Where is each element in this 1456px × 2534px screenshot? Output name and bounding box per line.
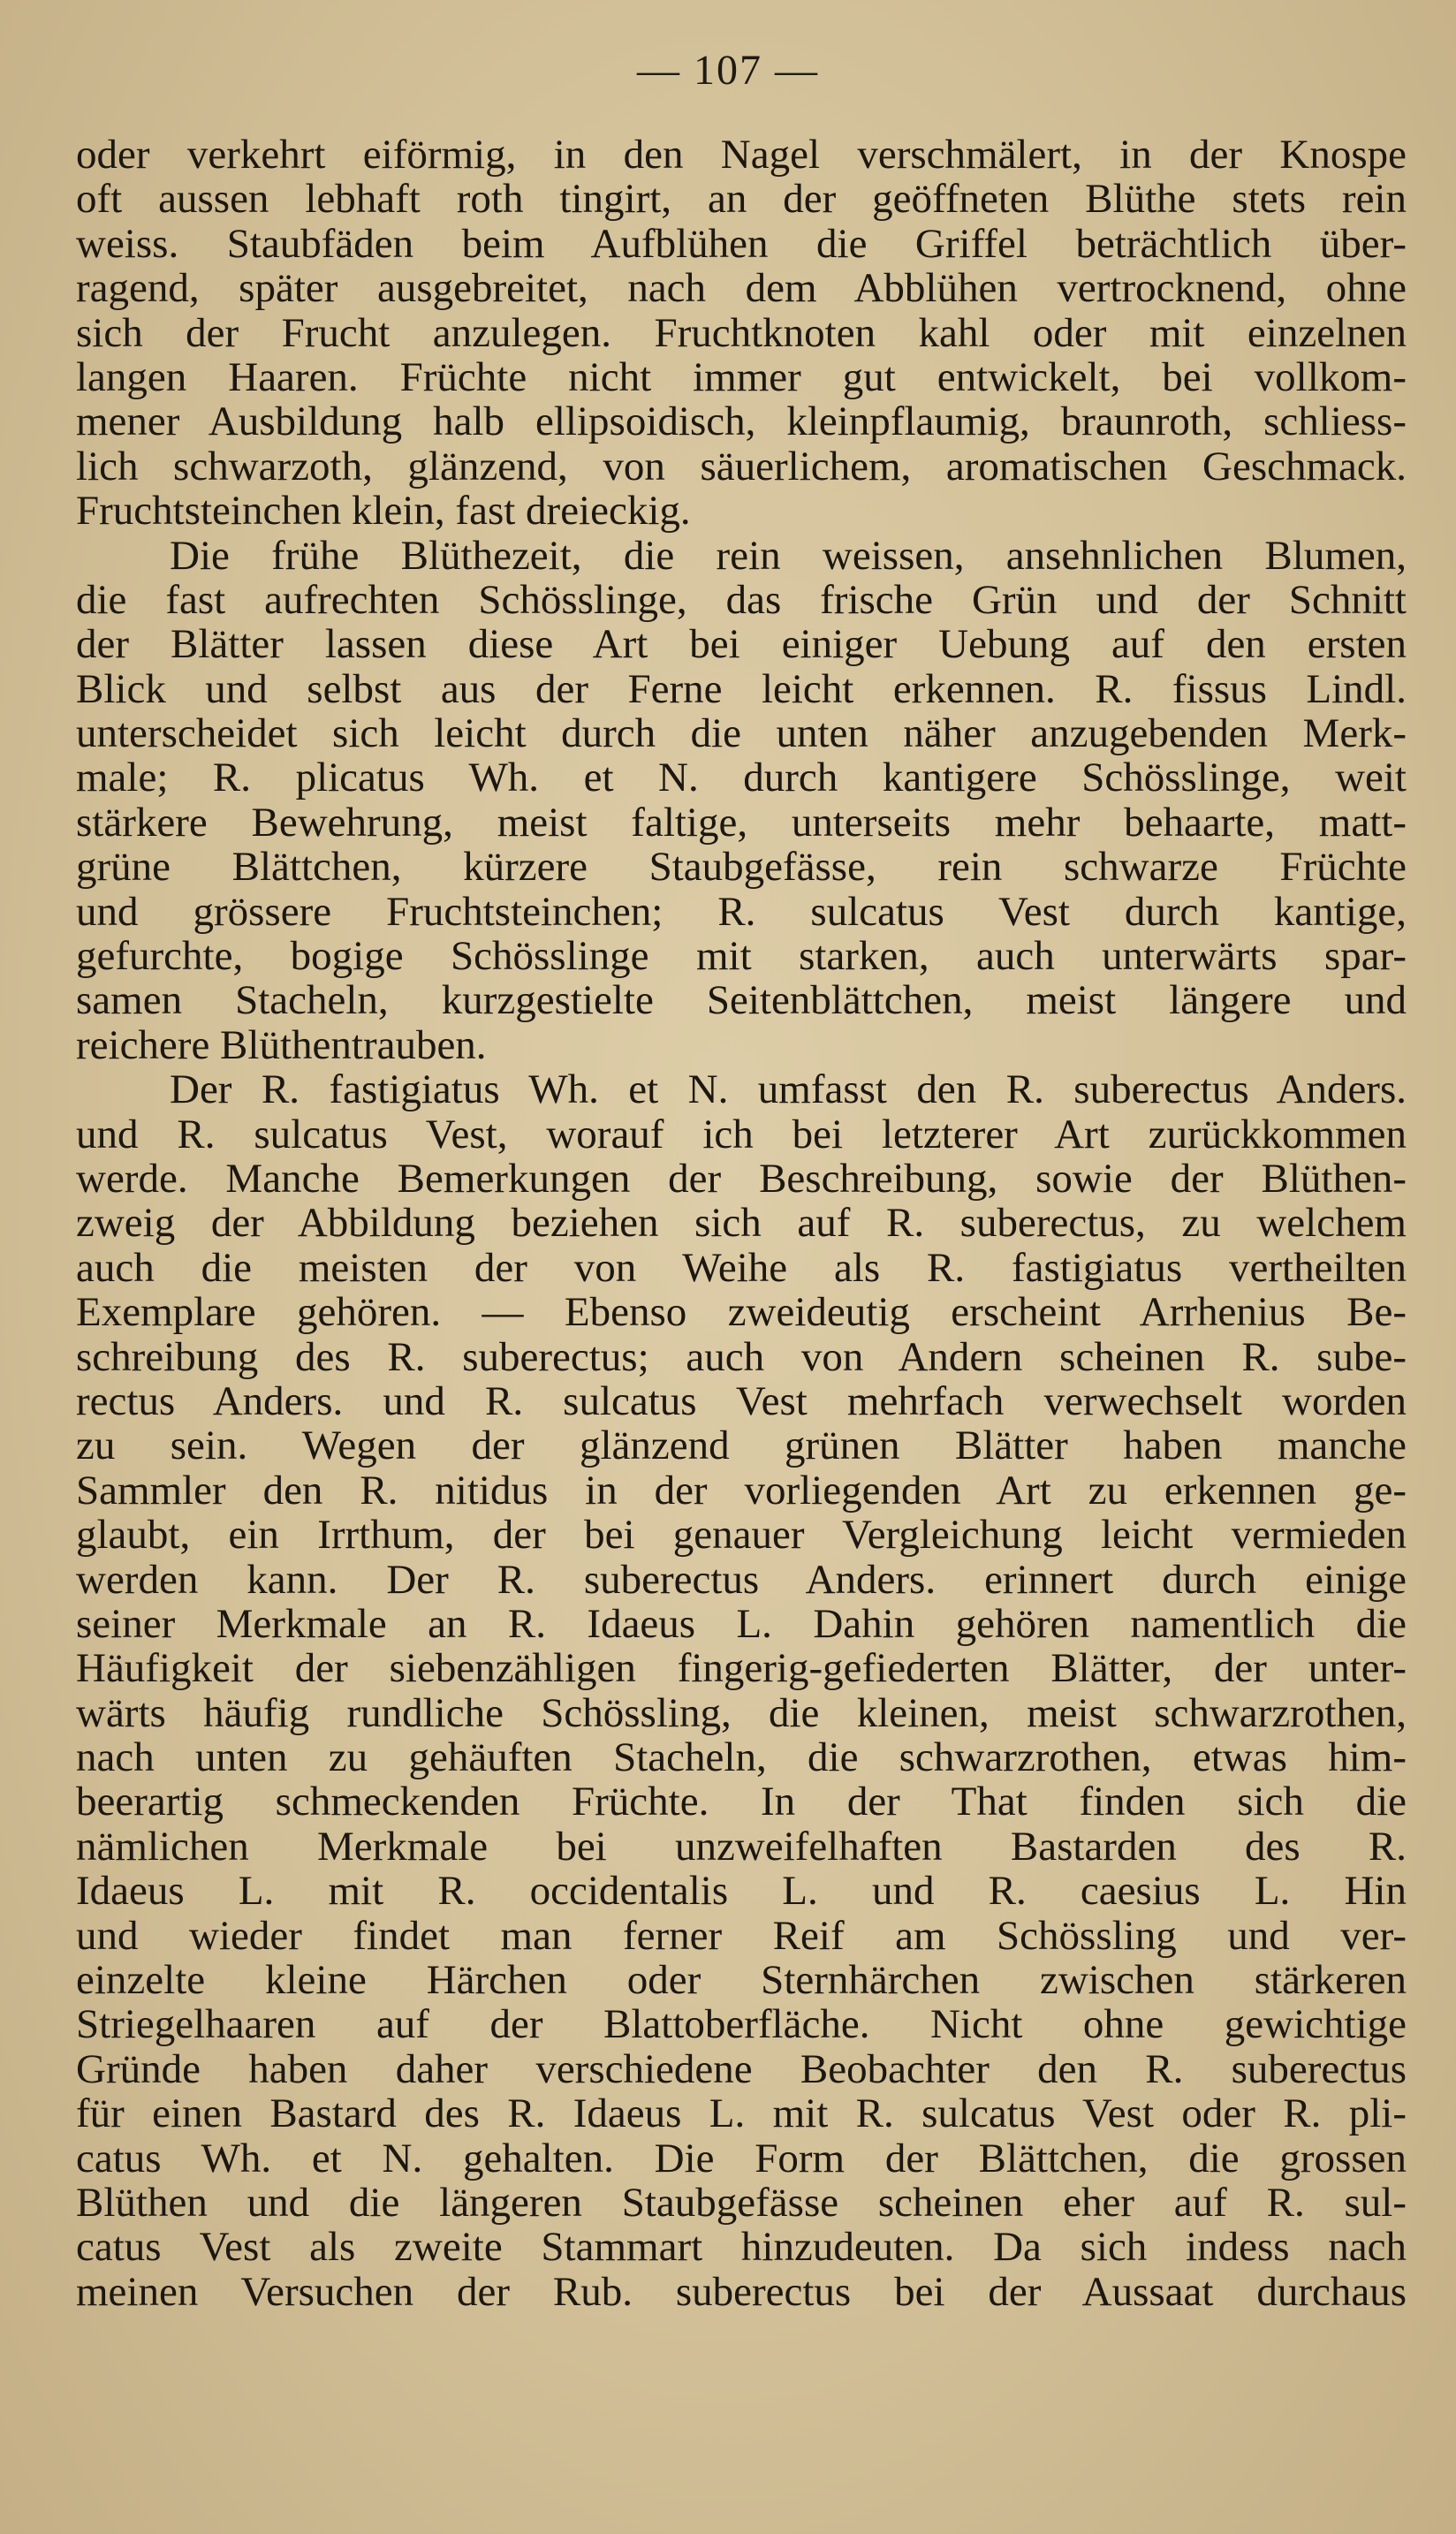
text-line: Der R. fastigiatus Wh. et N. umfasst den R. suberectus Anders. (170, 1066, 1407, 1113)
body-text (76, 133, 1407, 2314)
text-line: und R. sulcatus Vest, worauf ich bei letzterer Art zurückkommen (76, 1111, 1407, 1157)
text-line: langen Haaren. Früchte nicht immer gut entwickelt, bei vollkom- (76, 353, 1407, 400)
text-line: Exemplare gehören. — Ebenso zweideutig erscheint Arrhenius Be- (76, 1289, 1407, 1336)
text-line: unterscheidet sich leicht durch die unten näher anzugebenden Merk- (76, 710, 1407, 757)
text-line: Striegelhaaren auf der Blattoberfläche. Nicht ohne gewichtige (76, 2001, 1407, 2048)
text-line: sich der Frucht anzulegen. Fruchtknoten kahl oder mit einzelnen (76, 309, 1407, 356)
text-line: oft aussen lebhaft roth tingirt, an der geöffneten Blüthe stets rein (76, 176, 1407, 223)
text-line: glaubt, ein Irrthum, der bei genauer Vergleichung leicht vermieden (76, 1512, 1407, 1559)
text-line: Gründe haben daher verschiedene Beobachter den R. suberectus (76, 2045, 1407, 2092)
text-line: für einen Bastard des R. Idaeus L. mit R. sulcatus Vest oder R. pli- (76, 2090, 1407, 2137)
text-line: Sammler den R. nitidus in der vorliegenden Art zu erkennen ge- (76, 1467, 1407, 1514)
text-line: ragend, später ausgebreitet, nach dem Abblühen vertrocknend, ohne (76, 265, 1407, 312)
text-line: die fast aufrechten Schösslinge, das frische Grün und der Schnitt (76, 576, 1407, 623)
text-line: oder verkehrt eiförmig, in den Nagel verschmälert, in der Knospe (76, 132, 1407, 178)
text-line: schreibung des R. suberectus; auch von Andern scheinen R. sube- (76, 1333, 1407, 1380)
text-line: und grössere Fruchtsteinchen; R. sulcatus Vest durch kantige, (76, 888, 1407, 935)
text-line: grüne Blättchen, kürzere Staubgefässe, rein schwarze Früchte (76, 844, 1407, 891)
text-line: meinen Versuchen der Rub. suberectus bei der Aussaat durchaus (76, 2268, 1407, 2315)
text-line: Häufigkeit der siebenzähligen fingerig-gefiederten Blätter, der unter- (76, 1645, 1407, 1692)
text-line: stärkere Bewehrung, meist faltige, unterseits mehr behaarte, matt- (76, 799, 1407, 846)
text-line: weiss. Staubfäden beim Aufblühen die Griffel beträchtlich über- (76, 220, 1407, 267)
text-line: beerartig schmeckenden Früchte. In der That finden sich die (76, 1779, 1407, 1825)
text-line: nach unten zu gehäuften Stacheln, die schwarzrothen, etwas him- (76, 1734, 1407, 1781)
text-line: catus Vest als zweite Stammart hinzudeuten. Da sich indess nach (76, 2224, 1407, 2271)
text-line: der Blätter lassen diese Art bei einiger Uebung auf den ersten (76, 621, 1407, 668)
text-line: seiner Merkmale an R. Idaeus L. Dahin gehören namentlich die (76, 1600, 1407, 1647)
text-line: und wieder findet man ferner Reif am Schössling und ver- (76, 1912, 1407, 1959)
text-line: rectus Anders. und R. sulcatus Vest mehrfach verwechselt worden (76, 1377, 1407, 1424)
text-line: werde. Manche Bemerkungen der Beschreibung, sowie der Blüthen- (76, 1155, 1407, 1202)
text-line: male; R. plicatus Wh. et N. durch kantigere Schösslinge, weit (76, 755, 1407, 801)
text-line: reichere Blüthentrauben. (76, 1021, 487, 1068)
text-line: auch die meisten der von Weihe als R. fastigiatus vertheilten (76, 1244, 1407, 1291)
text-line: gefurchte, bogige Schösslinge mit starken, auch unterwärts spar- (76, 933, 1407, 980)
text-line: lich schwarzoth, glänzend, von säuerlichem, aromatischen Geschmack. (76, 443, 1407, 489)
text-line: Blüthen und die längeren Staubgefässe scheinen eher auf R. sul- (76, 2179, 1407, 2226)
text-line: Blick und selbst aus der Ferne leicht erkennen. R. fissus Lindl. (76, 665, 1407, 712)
text-line: mener Ausbildung halb ellipsoidisch, kleinpflaumig, braunroth, schliess- (76, 398, 1407, 445)
text-line: nämlichen Merkmale bei unzweifelhaften Bastarden des R. (76, 1823, 1407, 1870)
text-line: wärts häufig rundliche Schössling, die kleinen, meist schwarzrothen, (76, 1689, 1407, 1736)
text-line: zu sein. Wegen der glänzend grünen Blätter haben manche (76, 1423, 1407, 1469)
text-line: samen Stacheln, kurzgestielte Seitenblättchen, meist längere und (76, 977, 1407, 1024)
text-line: werden kann. Der R. suberectus Anders. erinnert durch einige (76, 1556, 1407, 1603)
page-number: — 107 — (637, 47, 819, 94)
text-line: catus Wh. et N. gehalten. Die Form der Blättchen, die grossen (76, 2135, 1407, 2181)
text-line: zweig der Abbildung beziehen sich auf R. suberectus, zu welchem (76, 1200, 1407, 1247)
text-line: einzelte kleine Härchen oder Sternhärchen zwischen stärkeren (76, 1957, 1407, 2004)
text-line: Die frühe Blüthezeit, die rein weissen, ansehnlichen Blumen, (170, 532, 1407, 579)
text-line: Fruchtsteinchen klein, fast dreieckig. (76, 488, 691, 535)
text-line: Idaeus L. mit R. occidentalis L. und R. caesius L. Hin (76, 1868, 1407, 1915)
